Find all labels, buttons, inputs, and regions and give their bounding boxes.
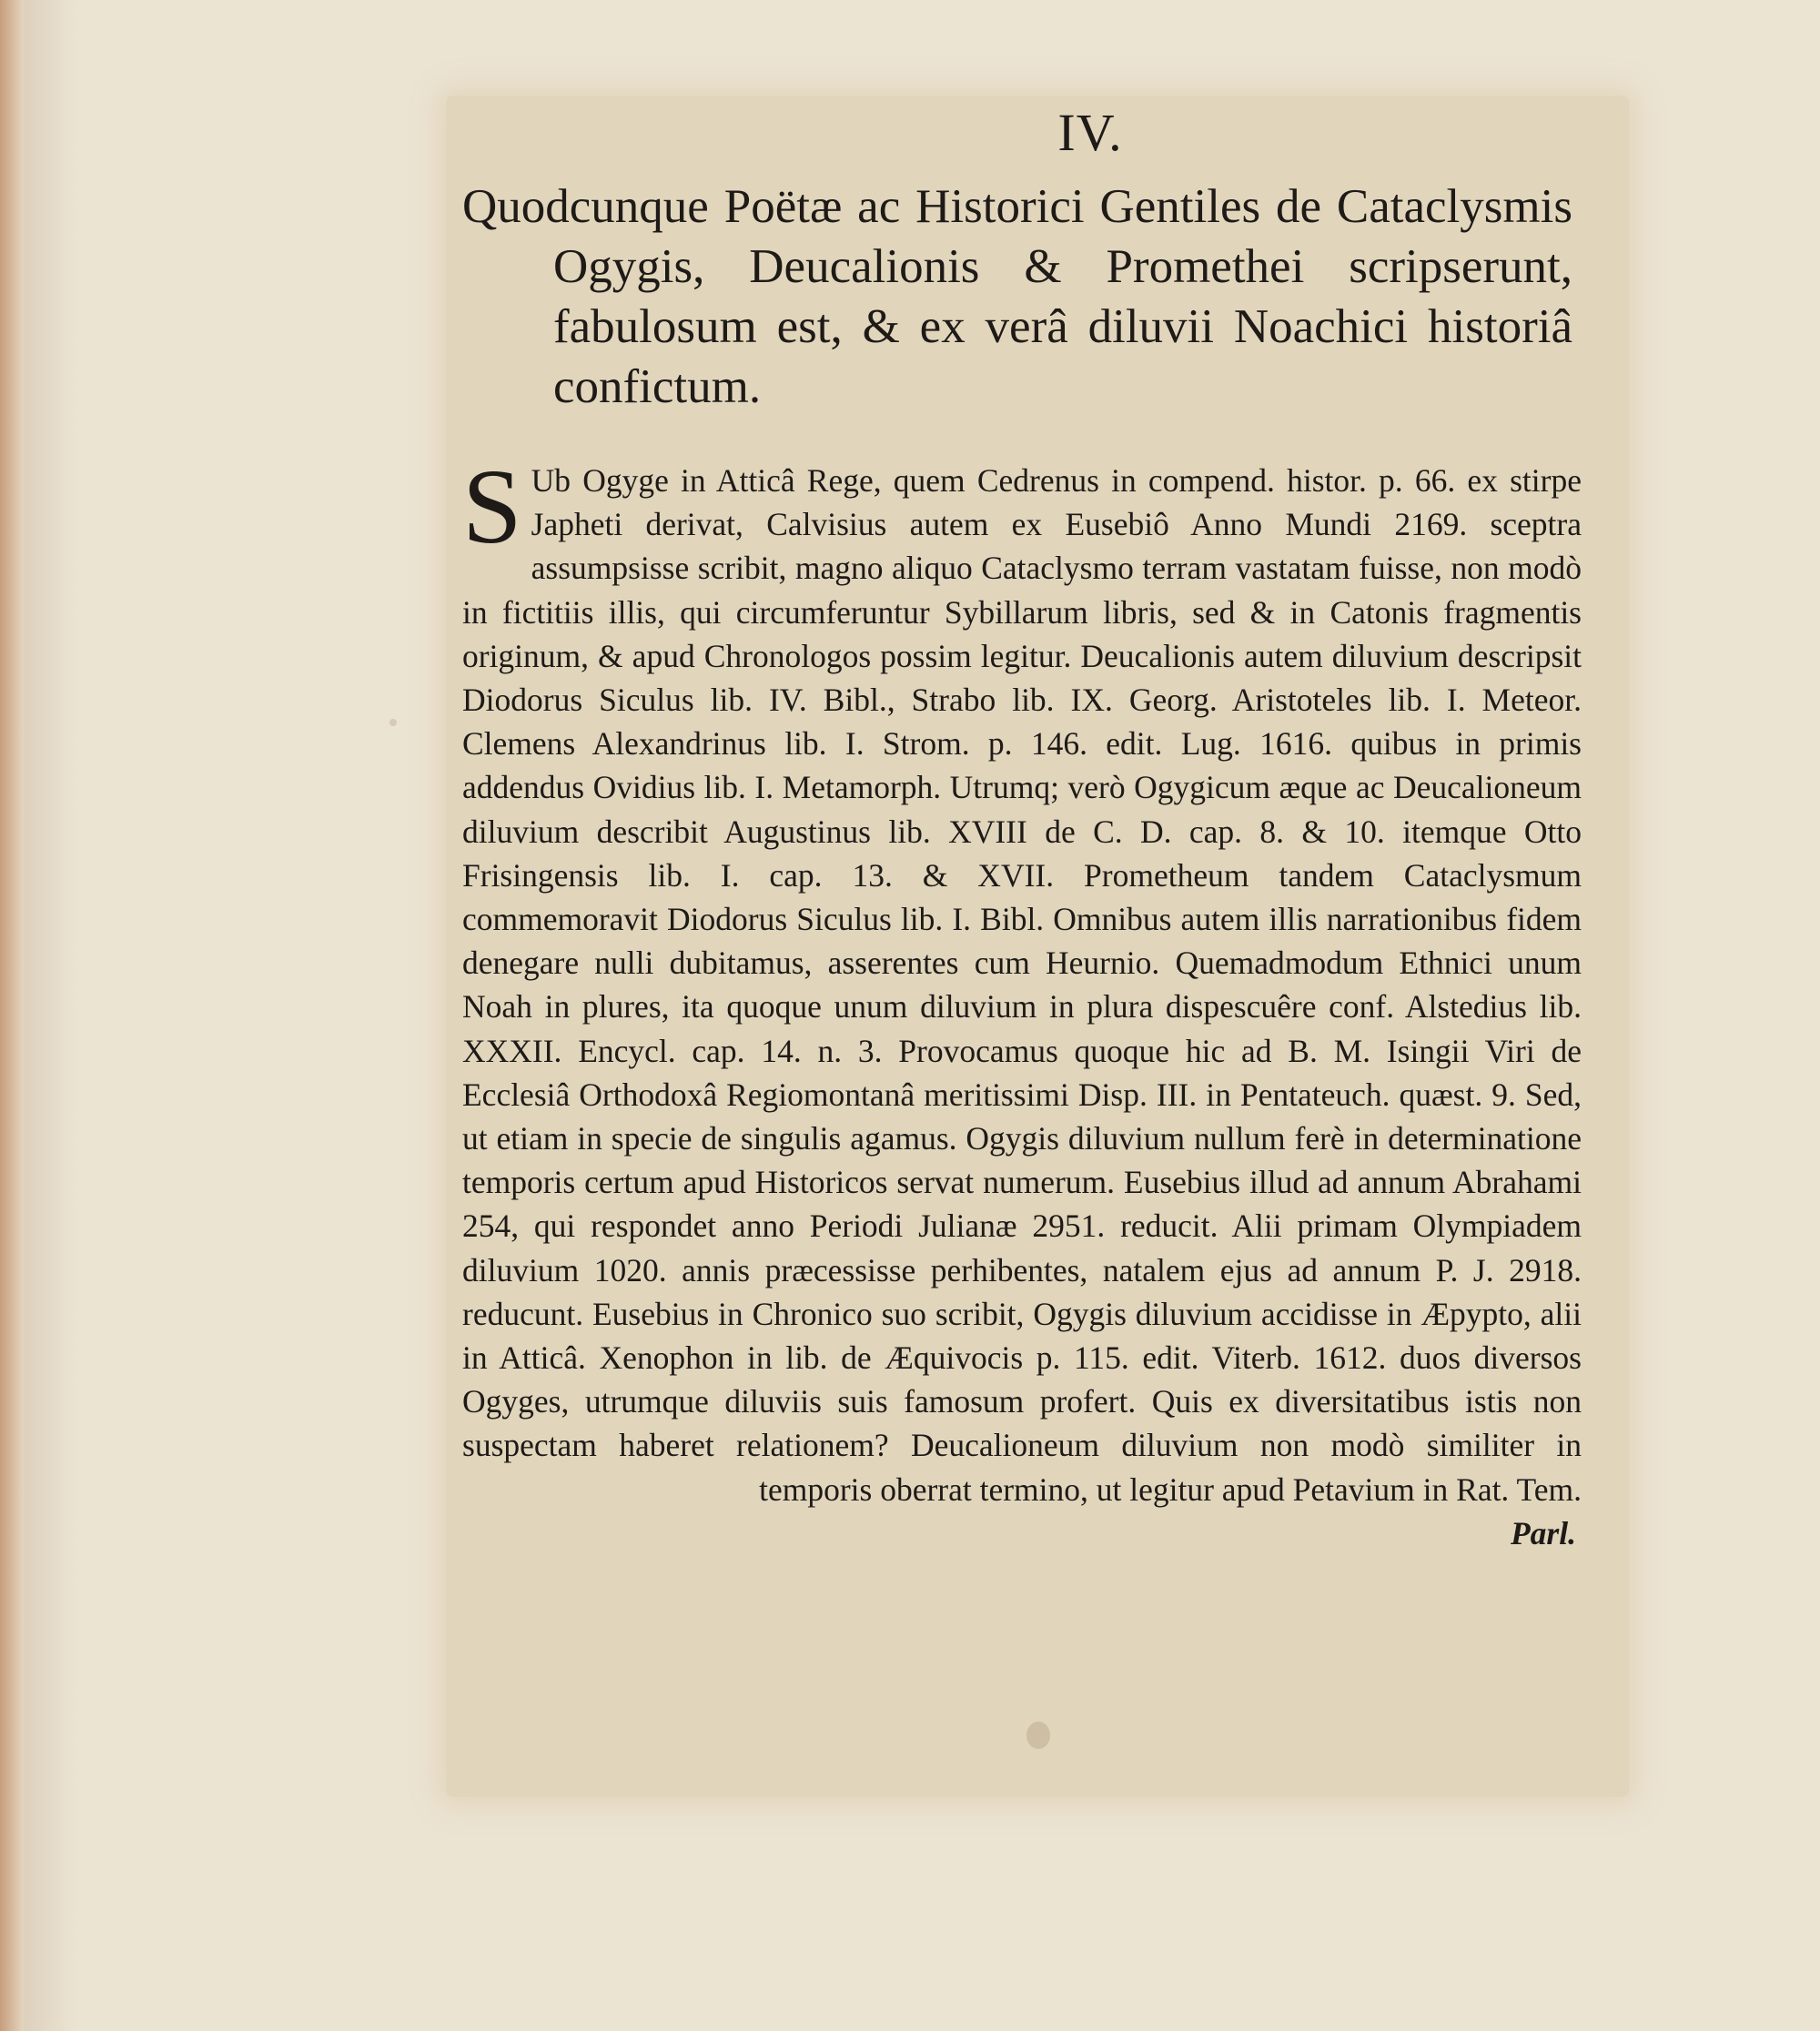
chapter-number: IV. xyxy=(1057,103,1123,162)
gutter-shadow xyxy=(24,0,78,2031)
ink-speck xyxy=(389,719,397,726)
catchword: Parl. xyxy=(1511,1514,1576,1551)
ink-speck xyxy=(1026,1722,1050,1749)
page-edge xyxy=(0,0,24,2031)
body-paragraph xyxy=(462,447,1582,1511)
text-column xyxy=(462,100,1582,1555)
thesis-title: Quodcunque Poëtæ ac Historici Gentiles de Cataclysmis Ogygis, Deucalionis & Promethei scripserunt, fabulosum est, & ex verâ diluvii Noachici historiâ confictum. xyxy=(462,180,1572,413)
drop-cap: S xyxy=(462,447,522,566)
body-text: Ub Ogyge in Atticâ Rege, quem Cedrenus in compend. histor. p. 66. ex stirpe Japheti derivat, Calvisius autem ex Eusebiô Anno Mundi 2169. sceptra assumpsisse scribit, magno aliquo Cataclysmo terram vastatam fuisse, non modò in fictitiis illis, qui circumferuntur Sybillarum libris, sed & in Catonis fragmentis originum, & apud Chronologos possim legitur. Deucalionis autem diluvium descripsit Diodorus Siculus lib. IV. Bibl., Strabo lib. IX. Georg. Aristoteles lib. I. Meteor. Clemens Alexandrinus lib. I. Strom. p. 146. edit. Lug. 1616. quibus in primis addendus Ovidius lib. I. Metamorph. Utrumq; verò Ogygicum æque ac Deucalioneum diluvium describit Augustinus lib. XVIII de C. D. cap. 8. & 10. itemque Otto Frisingensis lib. I. cap. 13. & XVII. Prometheum tandem Cataclysmum commemoravit Diodorus Siculus lib. I. Bibl. Omnibus autem illis narrationibus fidem denegare nulli dubitamus, asserentes cum Heurnio. Quemadmodum Ethnici unum Noah in plures, ita quoque unum diluvium in plura dispescuêre conf. Alstedius lib. XXXII. Encycl. cap. 14. n. 3. Provocamus quoque hic ad B. M. Isingii Viri de Ecclesiâ Orthodoxâ Regiomontanâ meritissimi Disp. III. in Pentateuch. quæst. 9. Sed, ut etiam in specie de singulis agamus. Ogygis diluvium nullum ferè in determinatione temporis certum apud Historicos servat numerum. Eusebius illud ad annum Abrahami 254, qui respondet anno Periodi Julianæ 2951. reducit. Alii primam Olympiadem diluvium 1020. annis præcessisse perhibentes, natalem ejus ad annum P. J. 2918. reducunt. Eusebius in Chronico suo scribit, Ogygis diluvium accidisse in Æpypto, alii in Atticâ. Xenophon in lib. de Æquivocis p. 115. edit. Viterb. 1612. duos diversos Ogyges, utrumque diluviis suis famosum profert. Quis ex diversitatibus istis non suspectam haberet relationem? Deucalioneum diluvium non modò similiter in temporis oberrat termino, ut legitur apud Petavium in Rat. Tem. xyxy=(462,462,1582,1508)
